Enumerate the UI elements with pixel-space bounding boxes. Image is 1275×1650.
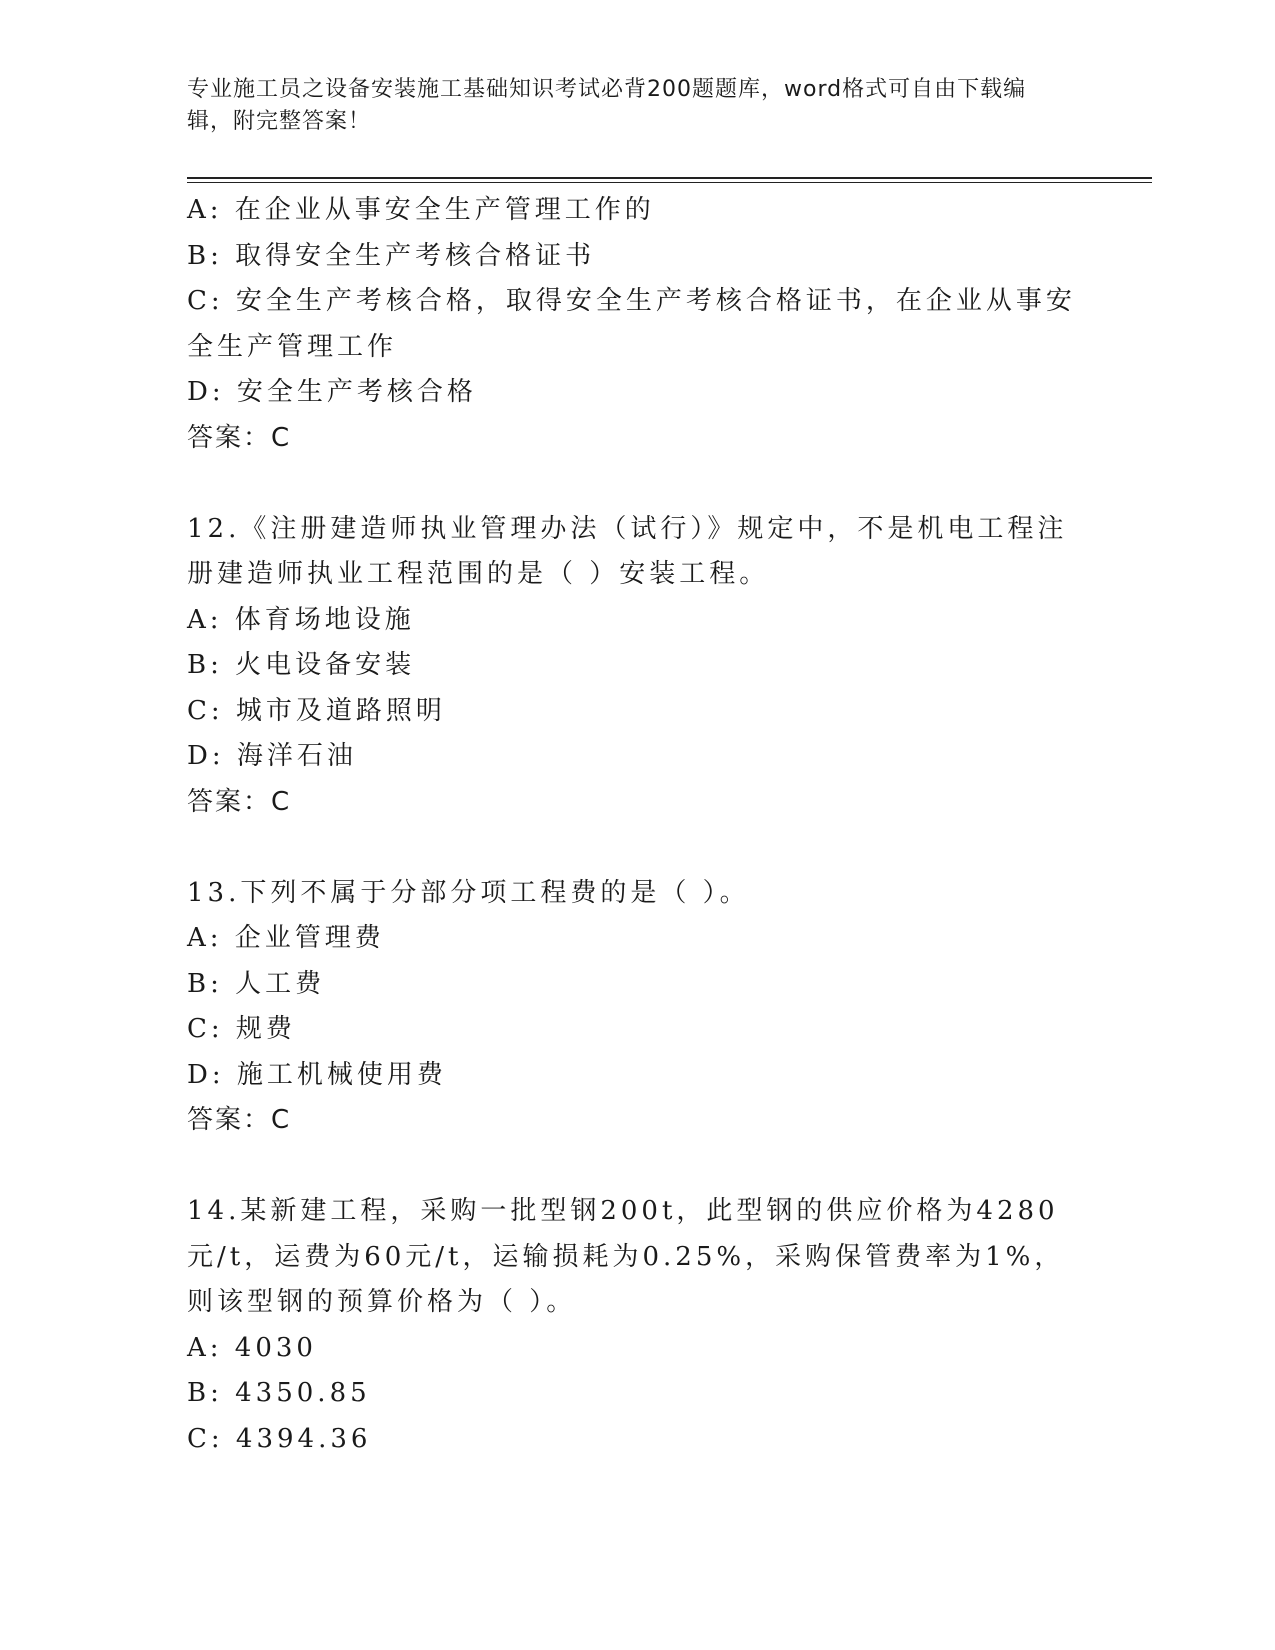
option-line: B: 4350.85 [187, 1378, 371, 1408]
question-content [187, 188, 1077, 1462]
answer-line: 答案：C [187, 422, 292, 453]
option-line: B: 人工费 [187, 968, 326, 999]
option-line: A: 4030 [187, 1332, 317, 1363]
answer-line: 答案：C [187, 786, 292, 817]
question-stem: 13.下列不属于分部分项工程费的是（ ）。 [187, 877, 750, 908]
option-line: C: 规费 [187, 1014, 296, 1044]
block-spacer [187, 825, 1077, 871]
question-block [187, 1189, 1077, 1462]
option-line: D: 安全生产考核合格 [187, 377, 477, 407]
question-stem: 14.某新建工程，采购一批型钢200t，此型钢的供应价格为4280元/t，运费为60元/t，运输损耗为0.25%，采购保管费率为1%，则该型钢的预算价格为（ ）。 [187, 1196, 1065, 1317]
header-rule-thin [187, 182, 1152, 183]
block-spacer [187, 1144, 1077, 1190]
question-stem: 12.《注册建造师执业管理办法（试行）》规定中，不是机电工程注册建造师执业工程范围的是（ ）安装工程。 [187, 513, 1068, 589]
question-block [187, 871, 1077, 1144]
option-line: D: 海洋石油 [187, 741, 357, 771]
question-block [187, 188, 1077, 461]
option-line: C: 安全生产考核合格，取得安全生产考核合格证书，在企业从事安全生产管理工作 [187, 286, 1076, 362]
option-line: C: 4394.36 [187, 1423, 372, 1454]
block-spacer [187, 461, 1077, 507]
document-header: 专业施工员之设备安装施工基础知识考试必背200题题库，word格式可自由下载编辑，附完整答案！ [187, 77, 1027, 134]
option-line: A: 企业管理费 [187, 923, 385, 953]
header-rule-thick [187, 177, 1152, 179]
question-block [187, 507, 1077, 826]
option-line: A: 体育场地设施 [187, 604, 415, 635]
option-line: B: 火电设备安装 [187, 650, 416, 680]
option-line: C: 城市及道路照明 [187, 695, 446, 726]
option-line: B: 取得安全生产考核合格证书 [187, 240, 596, 271]
answer-line: 答案：C [187, 1105, 292, 1135]
option-line: D: 施工机械使用费 [187, 1059, 447, 1090]
option-line: A: 在企业从事安全生产管理工作的 [187, 195, 655, 225]
